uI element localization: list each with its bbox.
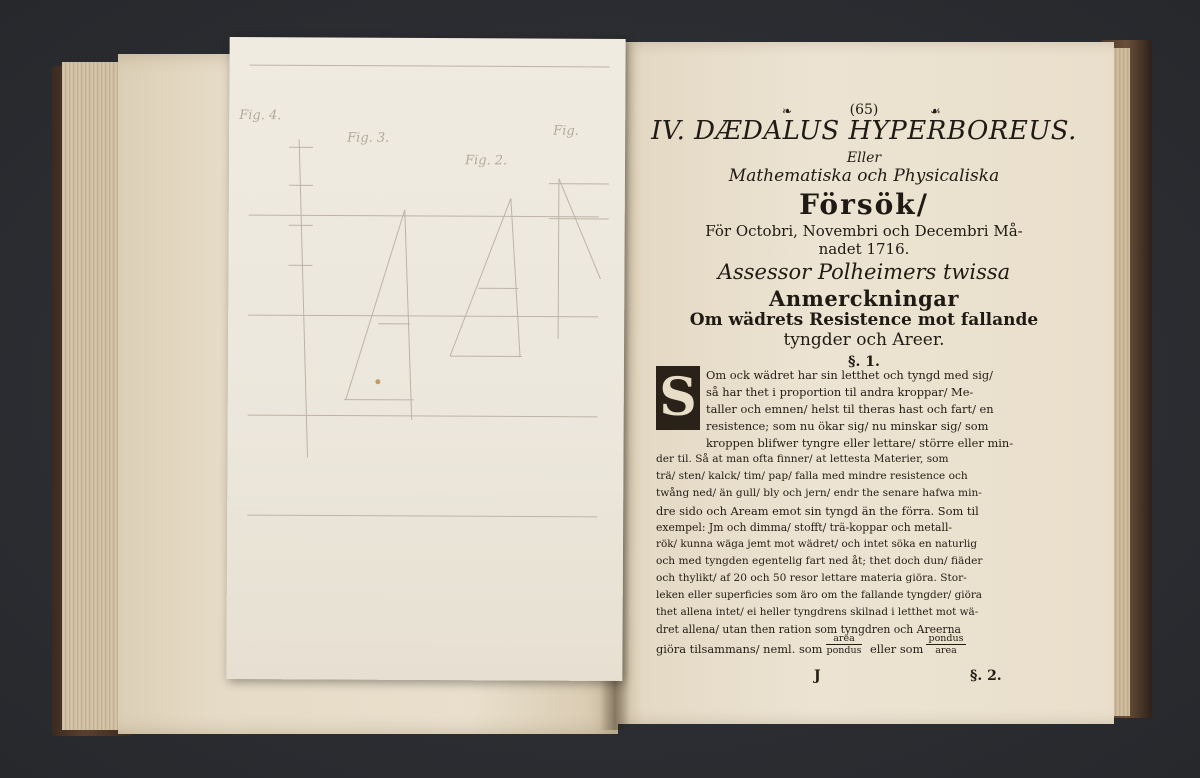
- plate-label-fig2: Fig. 2.: [464, 153, 508, 169]
- body-line-last-start: giöra tilsammans/ neml. som: [656, 642, 823, 656]
- page-title: IV. DÆDALUS HYPERBOREUS.: [651, 116, 1077, 146]
- plate-stain: [375, 379, 380, 384]
- heading-forsok: Försök/: [799, 188, 929, 221]
- heading-tyngder: tyngder och Areer.: [783, 330, 945, 350]
- body-line: dre sido och Aream emot sin tyngd än the förra. Som til: [656, 504, 979, 518]
- right-page: [614, 42, 1114, 724]
- body-line: leken eller superficies som äro om the fallande tyngder/ giöra: [656, 589, 983, 601]
- body-line: thet allena intet/ ei heller tyngdrens skilnad i letthet mot wä-: [656, 606, 979, 618]
- subtitle-math: Mathematiska och Physicaliska: [728, 166, 1000, 186]
- body-line-last-mid: eller som: [870, 642, 924, 656]
- plate-label-fig1: Fig.: [553, 123, 579, 139]
- drop-cap: S: [656, 366, 700, 430]
- fraction-area-pondus: [826, 633, 862, 656]
- fraction-numerator: area: [833, 633, 855, 644]
- fraction-numerator: pondus: [928, 633, 964, 644]
- body-line: trä/ sten/ kalck/ tim/ pap/ falla med mindre resistence och: [656, 470, 968, 482]
- body-line: och thylikt/ af 20 och 50 resor lettare materia giöra. Stor-: [656, 572, 967, 584]
- ornament-left: ❧: [782, 104, 793, 118]
- fraction-denominator: area: [926, 644, 966, 656]
- months-line-2: nadet 1716.: [818, 240, 910, 258]
- plate-label-fig3: Fig. 3.: [347, 130, 390, 146]
- fraction-denominator: pondus: [826, 645, 862, 656]
- foldout-plate: [226, 37, 625, 681]
- page-number: (65): [849, 102, 879, 118]
- body-line: Om ock wädret har sin letthet och tyngd med sig/: [706, 368, 994, 382]
- body-line: rök/ kunna wäga jemt mot wädret/ och intet söka en naturlig: [656, 538, 977, 550]
- body-line: dret allena/ utan then ration som tyngdren och Areerna: [656, 623, 961, 636]
- heading-assessor: Assessor Polheimers twissa: [717, 260, 1011, 284]
- body-line: resistence; som nu ökar sig/ nu minskar sig/ som: [706, 419, 989, 433]
- plate-label-fig4: Fig. 4.: [239, 108, 282, 124]
- months-line-1: För Octobri, Novembri och Decembri Må-: [705, 222, 1023, 240]
- heading-om: Om wädrets Resistence mot fallande: [689, 310, 1039, 330]
- fraction-pondus-area: [926, 633, 966, 656]
- body-line: twång ned/ än gull/ bly och jern/ endr the senare hafwa min-: [656, 487, 982, 499]
- body-line: exempel: Jm och dimma/ stofft/ trä-koppar och metall-: [656, 521, 953, 534]
- signature-mark: J: [814, 668, 821, 684]
- body-line: kroppen blifwer tyngre eller lettare/ större eller min-: [706, 436, 1014, 450]
- body-line: der til. Så at man ofta finner/ at lettesta Materier, som: [656, 453, 949, 465]
- catchword: §. 2.: [970, 668, 1002, 684]
- section-number: §. 1.: [848, 354, 880, 370]
- ornament-right: ☙: [930, 104, 941, 118]
- heading-anmerckningar: Anmerckningar: [769, 286, 959, 311]
- body-line: taller och emnen/ helst til theras hast och fart/ en: [706, 402, 994, 416]
- body-line: så har thet i proportion til andra kroppar/ Me-: [706, 385, 974, 399]
- subtitle-eller: Eller: [846, 150, 882, 166]
- plate-diagrams: [226, 37, 625, 681]
- body-line: och med tyngden egentelig fart ned åt; thet doch dun/ fiäder: [656, 555, 983, 567]
